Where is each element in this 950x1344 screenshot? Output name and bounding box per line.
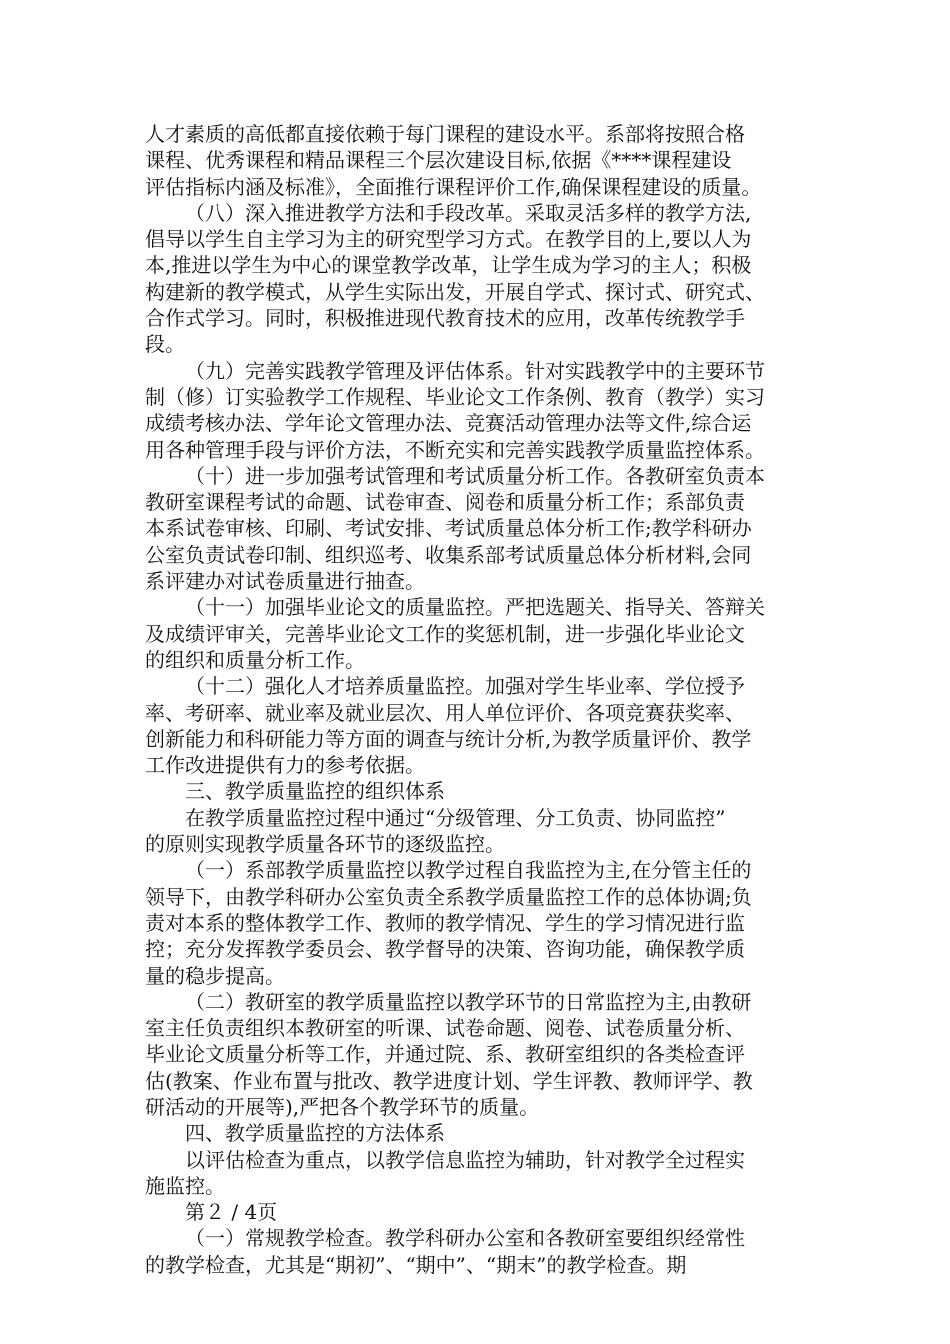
text-line: 估(教案、作业布置与批改、教学进度计划、学生评教、教师评学、教 — [145, 1068, 753, 1093]
text-line: 控；充分发挥教学委员会、教学督导的决策、咨询功能，确保教学质 — [145, 937, 745, 962]
text-line: 研活动的开展等),严把各个教学环节的质量。 — [145, 1094, 540, 1119]
text-line: 公室负责试卷印制、组织巡考、收集系部考试质量总体分析材料,会同 — [145, 542, 752, 567]
text-line: 在教学质量监控过程中通过“分级管理、分工负责、协同监控” — [185, 805, 726, 830]
text-line: 构建新的教学模式，从学生实际出发，开展自学式、探讨式、研究式、 — [145, 279, 765, 304]
text-line: 教研室课程考试的命题、试卷审查、阅卷和质量分析工作；系部负责 — [145, 490, 745, 515]
text-line: 的组织和质量分析工作。 — [145, 647, 365, 672]
text-line: 毕业论文质量分析等工作，并通过院、系、教研室组织的各类检查评 — [145, 1042, 745, 1067]
text-line: 课程、优秀课程和精品课程三个层次建设目标,依据《****课程建设 — [145, 148, 732, 173]
text-line: 系评建办对试卷质量进行抽查。 — [145, 569, 425, 594]
text-line: 本,推进以学生为中心的课堂教学改革，让学生成为学习的主人；积极 — [145, 253, 752, 278]
text-line: （十）进一步加强考试管理和考试质量分析工作。各教研室负责本 — [185, 463, 765, 488]
text-line: 评估指标内涵及标准》，全面推行课程评价工作,确保课程建设的质量。 — [145, 174, 762, 199]
text-line: （一）系部教学质量监控以教学过程自我监控为主,在分管主任的 — [185, 858, 752, 883]
text-line: 创新能力和科研能力等方面的调查与统计分析,为教学质量评价、教学 — [145, 726, 752, 751]
text-line: 施监控。 — [145, 1173, 225, 1198]
text-line: 工作改进提供有力的参考依据。 — [145, 753, 425, 778]
text-line: 用各种管理手段与评价方法，不断充实和完善实践教学质量监控体系。 — [145, 437, 765, 462]
text-line: 四、教学质量监控的方法体系 — [185, 1121, 445, 1146]
text-line: 成绩考核办法、学年论文管理办法、竞赛活动管理办法等文件,综合运 — [145, 411, 752, 436]
text-line: （八）深入推进教学方法和手段改革。采取灵活多样的教学方法, — [185, 200, 752, 225]
text-line: 制（修）订实验教学工作规程、毕业论文工作条例、教育（教学）实习 — [145, 384, 765, 409]
page-number: 第２ / 4页 — [185, 1200, 278, 1225]
text-line: 责对本系的整体教学工作、教师的教学情况、学生的学习情况进行监 — [145, 910, 745, 935]
text-line: 段。 — [145, 332, 185, 357]
text-line: 领导下，由教学科研办公室负责全系教学质量监控工作的总体协调;负 — [145, 884, 752, 909]
text-line: （二）教研室的教学质量监控以教学环节的日常监控为主,由教研 — [185, 989, 752, 1014]
text-line: 的教学检查，尤其是“期初”、“期中”、“期末”的教学检查。期 — [145, 1252, 687, 1277]
text-line: 的原则实现教学质量各环节的逐级监控。 — [145, 832, 505, 857]
text-line: 人才素质的高低都直接依赖于每门课程的建设水平。系部将按照合格 — [145, 122, 745, 146]
text-line: 及成绩评审关，完善毕业论文工作的奖惩机制，进一步强化毕业论文 — [145, 621, 745, 646]
text-line: 合作式学习。同时，积极推进现代教育技术的应用，改革传统教学手 — [145, 306, 745, 331]
text-line: 本系试卷审核、印刷、考试安排、考试质量总体分析工作;教学科研办 — [145, 516, 752, 541]
text-line: （九）完善实践教学管理及评估体系。针对实践教学中的主要环节 — [185, 358, 765, 383]
text-line: 以评估检查为重点，以教学信息监控为辅助，针对教学全过程实 — [185, 1147, 745, 1172]
text-line: 率、考研率、就业率及就业层次、用人单位评价、各项竞赛获奖率、 — [145, 700, 745, 725]
text-line: 三、教学质量监控的组织体系 — [185, 779, 445, 804]
text-line: （十二）强化人才培养质量监控。加强对学生毕业率、学位授予 — [185, 674, 745, 699]
text-line: 量的稳步提高。 — [145, 963, 285, 988]
text-line: （一）常规教学检查。教学科研办公室和各教研室要组织经常性 — [185, 1226, 745, 1251]
text-line: （十一）加强毕业论文的质量监控。严把选题关、指导关、答辩关 — [185, 595, 765, 620]
text-line: 室主任负责组织本教研室的听课、试卷命题、阅卷、试卷质量分析、 — [145, 1016, 745, 1041]
body-text — [145, 121, 805, 1278]
text-line: 倡导以学生自主学习为主的研究型学习方式。在教学目的上,要以人为 — [145, 227, 752, 252]
